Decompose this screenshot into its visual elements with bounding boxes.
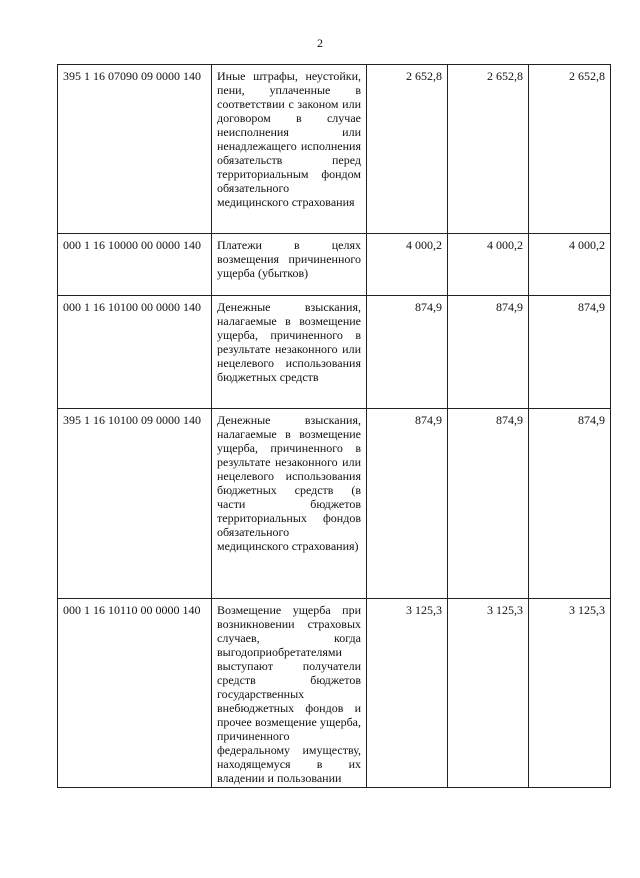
- table-row: [58, 234, 611, 296]
- amount-year-1: 2 652,8: [367, 65, 448, 234]
- amount-year-2: 4 000,2: [448, 234, 529, 296]
- amount-year-2: 874,9: [448, 296, 529, 409]
- table-row: [58, 599, 611, 788]
- amount-year-3: 2 652,8: [529, 65, 611, 234]
- amount-year-1: 4 000,2: [367, 234, 448, 296]
- revenue-item-name: Денежные взыскания, налагаемые в возмещение ущерба, причиненного в результате незаконного или нецелевого использования бюджетных средств: [212, 296, 367, 409]
- table-row: [58, 65, 611, 234]
- budget-classification-code: 395 1 16 07090 09 0000 140: [58, 65, 212, 234]
- amount-year-3: 874,9: [529, 409, 611, 599]
- table-row: [58, 296, 611, 409]
- budget-classification-code: 000 1 16 10110 00 0000 140: [58, 599, 212, 788]
- amount-year-1: 3 125,3: [367, 599, 448, 788]
- budget-classification-code: 000 1 16 10100 00 0000 140: [58, 296, 212, 409]
- revenue-item-name: Иные штрафы, неустойки, пени, уплаченные в соответствии с законом или договором в случае неисполнения или ненадлежащего исполнения обязательств перед территориальным фондом обязательного медицинского страхования: [212, 65, 367, 234]
- table-row: [58, 409, 611, 599]
- amount-year-3: 4 000,2: [529, 234, 611, 296]
- revenue-item-name: Денежные взыскания, налагаемые в возмещение ущерба, причиненного в результате незаконного или нецелевого использования бюджетных средств (в части бюджетов территориальных фондов обязательного медицинского страхования): [212, 409, 367, 599]
- amount-year-1: 874,9: [367, 409, 448, 599]
- amount-year-2: 874,9: [448, 409, 529, 599]
- budget-classification-code: 000 1 16 10000 00 0000 140: [58, 234, 212, 296]
- amount-year-3: 3 125,3: [529, 599, 611, 788]
- amount-year-3: 874,9: [529, 296, 611, 409]
- revenue-table: [57, 64, 611, 788]
- page-number: 2: [317, 36, 323, 50]
- amount-year-2: 3 125,3: [448, 599, 529, 788]
- revenue-item-name: Платежи в целях возмещения причиненного ущерба (убытков): [212, 234, 367, 296]
- budget-classification-code: 395 1 16 10100 09 0000 140: [58, 409, 212, 599]
- revenue-item-name: Возмещение ущерба при возникновении страховых случаев, когда выгодоприобретателями выступают получатели средств бюджетов государственных внебюджетных фондов и прочее возмещение ущерба, причиненного федеральному имуществу, находящемуся в их владении и пользовании: [212, 599, 367, 788]
- amount-year-2: 2 652,8: [448, 65, 529, 234]
- amount-year-1: 874,9: [367, 296, 448, 409]
